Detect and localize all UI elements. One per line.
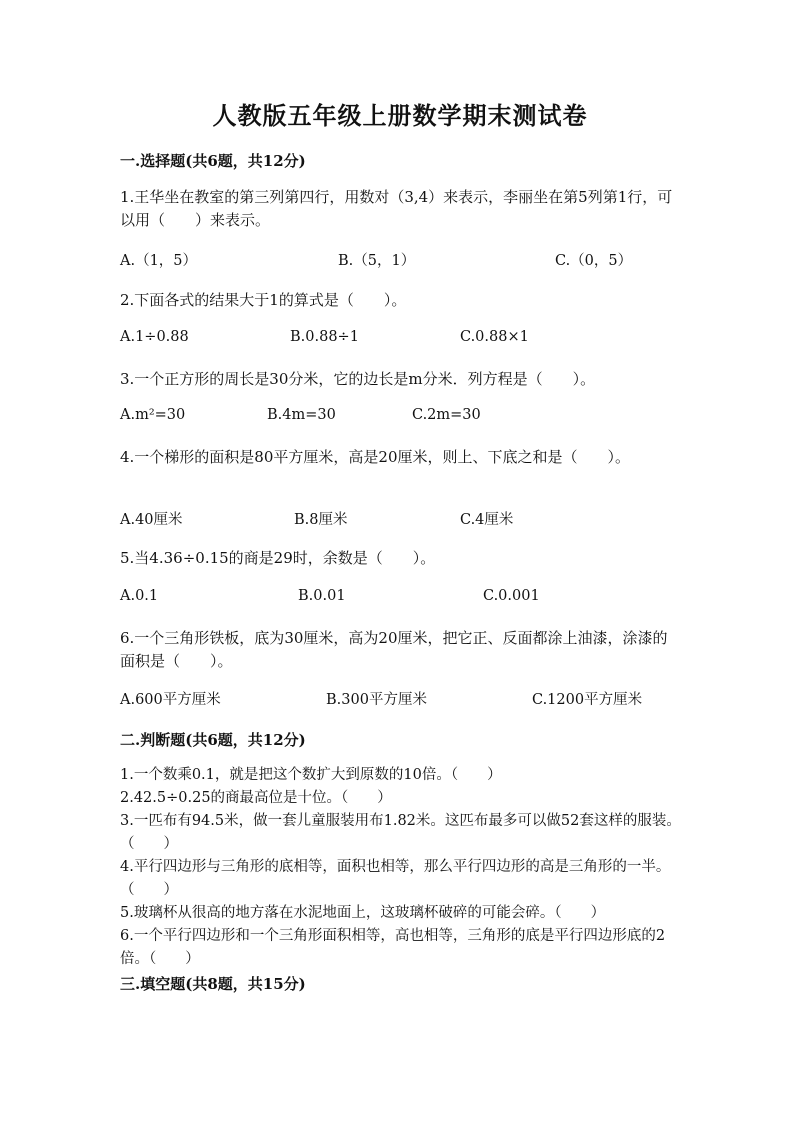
question-5-option-b: B.0.01: [298, 588, 346, 604]
list-item: 4.平行四边形与三角形的底相等，面积也相等，那么平行四边形的高是三角形的一半。（ ）: [120, 859, 671, 898]
question-6-option-a: A.600平方厘米: [120, 692, 221, 708]
question-4-option-a: A.40厘米: [120, 512, 183, 528]
true-false-list: [120, 764, 682, 971]
question-2-option-c: C.0.88×1: [460, 329, 529, 345]
list-item: 5.玻璃杯从很高的地方落在水泥地面上，这玻璃杯破碎的可能会碎。（ ）: [120, 905, 606, 921]
question-4-option-c: C.4厘米: [460, 512, 514, 528]
question-6-stem: 6.一个三角形铁板，底为30厘米，高为20厘米，把它正、反面都涂上油漆，涂漆的面积是（ ）。: [120, 629, 668, 670]
question-1-option-b: B.（5，1）: [338, 253, 416, 269]
list-item: 1.一个数乘0.1，就是把这个数扩大到原数的10倍。（ ）: [120, 767, 502, 783]
question-1-option-a: A.（1，5）: [120, 253, 198, 269]
question-5-option-a: A.0.1: [120, 588, 159, 604]
question-6-option-c: C.1200平方厘米: [532, 692, 643, 708]
list-item: 3.一匹布有94.5米，做一套儿童服装用布1.82米。这匹布最多可以做52套这样的服装。（ ）: [120, 813, 681, 852]
section-heading-fill-blank: 三.填空题(共8题，共15分): [120, 975, 306, 993]
question-2-option-a: A.1÷0.88: [120, 329, 189, 345]
question-3-stem: 3.一个正方形的周长是30分米，它的边长是m分米．列方程是（ ）。: [120, 370, 596, 388]
question-5-option-c: C.0.001: [483, 588, 540, 604]
question-2-stem: 2.下面各式的结果大于1的算式是（ ）。: [120, 291, 407, 309]
question-4-option-b: B.8厘米: [294, 512, 348, 528]
section-heading-choice: 一.选择题(共6题，共12分): [120, 152, 306, 170]
question-3-option-c: C.2m=30: [412, 407, 481, 423]
question-1-stem: 1.王华坐在教室的第三列第四行，用数对（3,4）来表示，李丽坐在第5列第1行，可以用（ ）来表示。: [120, 188, 673, 229]
question-6-option-b: B.300平方厘米: [326, 692, 427, 708]
section-heading-true-false: 二.判断题(共6题，共12分): [120, 731, 306, 749]
page-title: 人教版五年级上册数学期末测试卷: [212, 101, 588, 130]
question-3-option-b: B.4m=30: [267, 407, 336, 423]
list-item: 6.一个平行四边形和一个三角形面积相等，高也相等，三角形的底是平行四边形底的2倍。（ ）: [120, 928, 666, 967]
question-4-stem: 4.一个梯形的面积是80平方厘米，高是20厘米，则上、下底之和是（ ）。: [120, 448, 630, 466]
question-2-option-b: B.0.88÷1: [290, 329, 359, 345]
list-item: 2.42.5÷0.25的商最高位是十位。（ ）: [120, 790, 392, 806]
question-5-stem: 5.当4.36÷0.15的商是29时，余数是（ ）。: [120, 549, 436, 567]
question-1-option-c: C.（0，5）: [555, 253, 633, 269]
question-3-option-a: A.m²=30: [120, 407, 186, 423]
